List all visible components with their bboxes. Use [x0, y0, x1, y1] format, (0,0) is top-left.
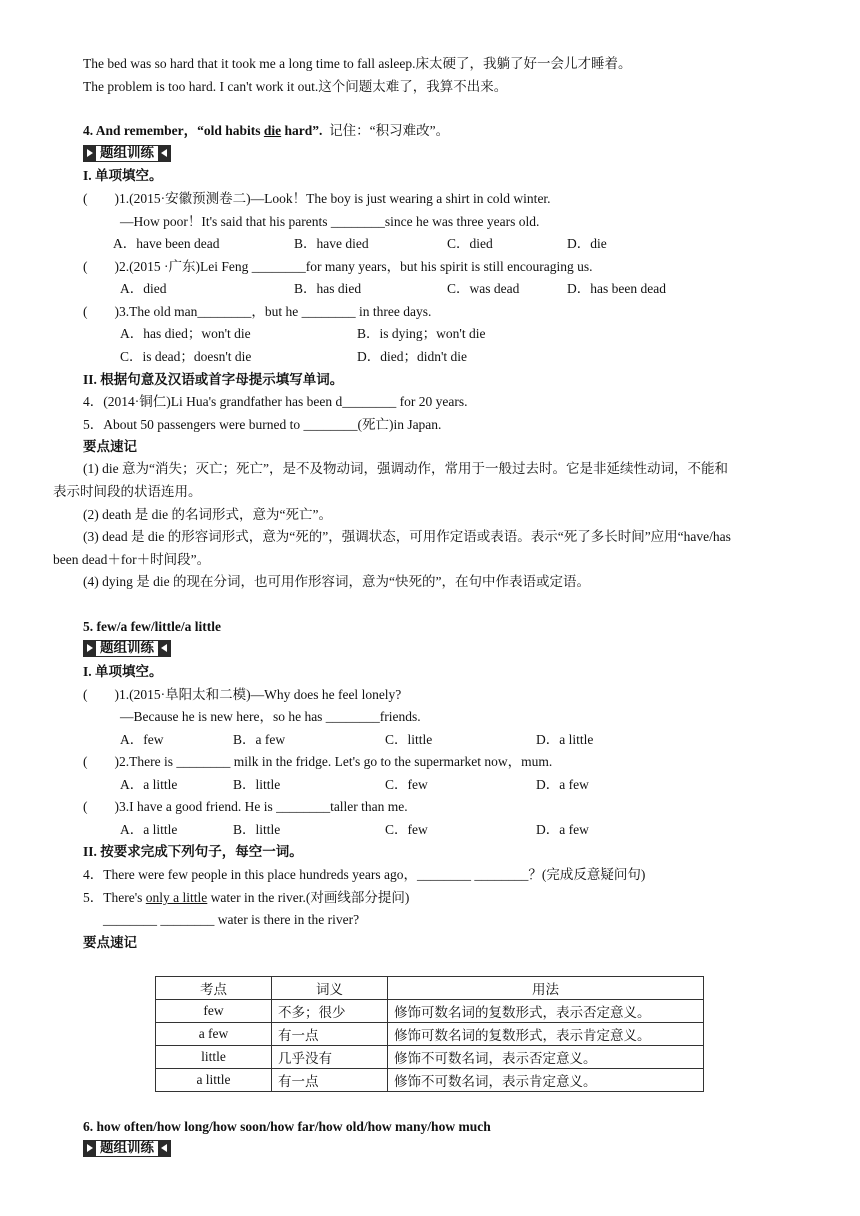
s5-q2-opt-d: D．a few: [536, 777, 589, 792]
s4-note-4: (4) dying 是 die 的现在分词，也可用作形容词，意为“快死的”，在句中作表语或定语。: [83, 574, 590, 589]
s4-q1-stem: ( )1.(2015·安徽预测卷二)—Look！The boy is just wearing a shirt in cold winter.: [83, 191, 551, 206]
s5-q3-opt-a: A．a little: [120, 822, 178, 837]
key-points-table: [155, 976, 704, 1092]
table-cell: few: [156, 1000, 272, 1023]
table-cell: 修饰不可数名词，表示肯定意义。: [388, 1069, 704, 1092]
s5-q5-line2: ________ ________ water is there in the river?: [103, 912, 360, 927]
s4-q1-opt-c: C．died: [447, 236, 493, 251]
s5-q3-opt-b: B．little: [233, 822, 281, 837]
practice-badge: 题组训练: [83, 640, 171, 657]
table-cell: 修饰可数名词的复数形式，表示肯定意义。: [388, 1023, 704, 1046]
table-cell: 几乎没有: [272, 1046, 388, 1069]
s4-q3-opt-d: D．died；didn't die: [357, 349, 468, 364]
s5-q2-opt-b: B．little: [233, 777, 281, 792]
s4-q2-opt-d: D．has been dead: [567, 281, 666, 296]
table-header-cell: 用法: [388, 977, 704, 1000]
s4-q1-stem2: —How poor！It's said that his parents ________since he was three years old.: [120, 214, 540, 229]
table-cell: 有一点: [272, 1023, 388, 1046]
s5-notes-title: 要点速记: [83, 935, 137, 950]
back-arrow-icon: [158, 145, 171, 162]
back-arrow-icon: [158, 640, 171, 657]
s4-q1-opt-a: A．have been dead: [113, 236, 220, 251]
table-cell: a few: [156, 1023, 272, 1046]
s5-q1-opt-a: A．few: [120, 732, 164, 747]
s4-q3-opt-b: B．is dying；won't die: [357, 326, 486, 341]
practice-badge: 题组训练: [83, 145, 171, 162]
s4-q3-opt-c: C．is dead；doesn't die: [120, 349, 252, 364]
table-header-cell: 考点: [156, 977, 272, 1000]
s5-q4: 4．There were few people in this place hundreds years ago，________ ________？(完成反意疑问句): [83, 867, 646, 882]
s4-q2-opt-a: A．died: [120, 281, 167, 296]
s5-q3-opt-d: D．a few: [536, 822, 589, 837]
s4-note-2: (2) death 是 die 的名词形式，意为“死亡”。: [83, 507, 332, 522]
s5-q1-opt-d: D．a little: [536, 732, 594, 747]
s4-note-3b: been dead＋for＋时间段”。: [53, 552, 211, 567]
table-row: [156, 1023, 704, 1046]
table-row: [156, 1000, 704, 1023]
s5-part2-title: II. 按要求完成下列句子，每空一词。: [83, 844, 303, 859]
s4-q3-stem: ( )3.The old man________，but he ________ in three days.: [83, 304, 432, 319]
s4-q2-opt-c: C．was dead: [447, 281, 520, 296]
s4-part1-title: I. 单项填空。: [83, 168, 163, 183]
s4-note-3a: (3) dead 是 die 的形容词形式，意为“死的”，强调状态，可用作定语或表语。表示“死了多长时间”应用“have/has: [83, 529, 731, 544]
s4-q2-stem: ( )2.(2015 ·广东)Lei Feng ________for many years，but his spirit is still encouraging us.: [83, 259, 593, 274]
s4-q2-opt-b: B．has died: [294, 281, 362, 296]
table-cell: a little: [156, 1069, 272, 1092]
table-cell: 修饰不可数名词，表示否定意义。: [388, 1046, 704, 1069]
back-arrow-icon: [158, 1140, 171, 1157]
table-header-row: [156, 977, 704, 1000]
s5-q1-opt-c: C．little: [385, 732, 433, 747]
s5-q5: 5．There's only a little water in the river.(对画线部分提问): [83, 890, 410, 905]
s5-q2-stem: ( )2.There is ________ milk in the fridge. Let's go to the supermarket now，mum.: [83, 754, 553, 769]
table-cell: 修饰可数名词的复数形式，表示否定意义。: [388, 1000, 704, 1023]
play-arrow-icon: [83, 640, 96, 657]
s5-q1-stem: ( )1.(2015·阜阳太和二模)—Why does he feel lonely?: [83, 687, 402, 702]
table-row: [156, 1046, 704, 1069]
s4-part2-title: II. 根据句意及汉语或首字母提示填写单词。: [83, 372, 344, 387]
practice-badge: 题组训练: [83, 1140, 171, 1157]
play-arrow-icon: [83, 1140, 96, 1157]
s4-q3-opt-a: A．has died；won't die: [120, 326, 251, 341]
s4-note-1a: (1) die 意为“消失；灭亡；死亡”，是不及物动词，强调动作，常用于一般过去时。它是非延续性动词，不能和: [83, 461, 728, 476]
section-5-heading: 5. few/a few/little/a little: [83, 619, 221, 634]
intro-line-1: The bed was so hard that it took me a long time to fall asleep.床太硬了，我躺了好一会儿才睡着。: [83, 56, 632, 71]
s5-q1-opt-b: B．a few: [233, 732, 286, 747]
s5-q3-stem: ( )3.I have a good friend. He is ________taller than me.: [83, 799, 408, 814]
s4-q5: 5．About 50 passengers were burned to ________(死亡)in Japan.: [83, 417, 442, 432]
s5-q2-opt-c: C．few: [385, 777, 428, 792]
s5-q1-stem2: —Because he is new here，so he has ________friends.: [120, 709, 421, 724]
s4-note-1b: 表示时间段的状语连用。: [53, 484, 202, 499]
s4-q4: 4．(2014·铜仁)Li Hua's grandfather has been d________ for 20 years.: [83, 394, 468, 409]
s5-part1-title: I. 单项填空。: [83, 664, 163, 679]
s4-q1-opt-b: B．have died: [294, 236, 369, 251]
section-4-heading: 4. And remember，“old habits die hard”. 记住：“积习难改”。: [83, 123, 450, 138]
play-arrow-icon: [83, 145, 96, 162]
s4-q1-opt-d: D．die: [567, 236, 607, 251]
s5-q2-opt-a: A．a little: [120, 777, 178, 792]
intro-line-2: The problem is too hard. I can't work it out.这个问题太难了，我算不出来。: [83, 79, 508, 94]
table-cell: 不多；很少: [272, 1000, 388, 1023]
s5-q3-opt-c: C．few: [385, 822, 428, 837]
table-cell: 有一点: [272, 1069, 388, 1092]
table-row: [156, 1069, 704, 1092]
table-cell: little: [156, 1046, 272, 1069]
s4-notes-title: 要点速记: [83, 439, 137, 454]
section-6-heading: 6. how often/how long/how soon/how far/how old/how many/how much: [83, 1119, 491, 1134]
table-header-cell: 词义: [272, 977, 388, 1000]
